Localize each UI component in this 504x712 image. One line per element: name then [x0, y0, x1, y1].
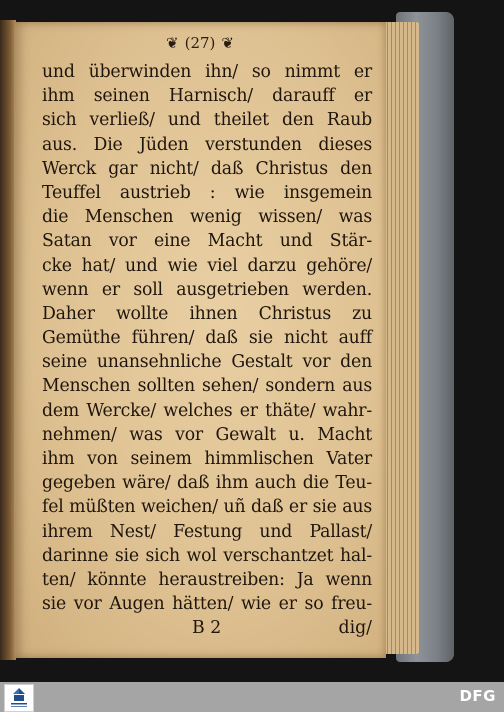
text-line: Gemüthe führen/ daß sie nicht auff — [42, 328, 372, 349]
text-line: sie vor Augen hätten/ wie er so freu- — [42, 594, 372, 615]
dfg-logo[interactable]: DFG — [459, 687, 496, 705]
text-line: nehmen/ was vor Gewalt u. Macht — [42, 424, 372, 445]
library-logo-icon[interactable] — [4, 684, 34, 712]
book-page — [14, 22, 386, 658]
text-line: cke hat/ und wie viel darzu gehöre/ — [42, 255, 372, 276]
text-line: gegeben wäre/ daß ihm auch die Teu- — [42, 473, 372, 494]
text-line: sich verließ/ und theilet den Raub — [42, 110, 372, 131]
header-ornament-left-icon: ❦ — [166, 34, 179, 52]
catchword: dig/ — [338, 618, 372, 638]
text-line: Satan vor eine Macht und Stär- — [42, 231, 372, 252]
text-line: Werck gar nicht/ daß Christus den — [42, 158, 372, 179]
text-line: darinne sie sich wol verschantzet hal- — [42, 545, 372, 566]
text-line: ihm seinen Harnisch/ darauff er — [42, 86, 372, 107]
text-line: seine unansehnliche Gestalt vor den — [42, 352, 372, 373]
text-line: Menschen sollten sehen/ sondern aus — [42, 376, 372, 397]
page-header — [14, 34, 386, 52]
text-line: aus. Die Jüden verstunden dieses — [42, 134, 372, 155]
viewer-footer-bar — [0, 682, 504, 712]
text-line: wenn er soll ausgetrieben werden. — [42, 279, 372, 300]
header-ornament-right-icon: ❦ — [221, 34, 234, 52]
text-line: und überwinden ihn/ so nimmt er — [42, 62, 372, 82]
text-line: ten/ könnte heraustreiben: Ja wenn — [42, 569, 372, 590]
signature-mark: B 2 — [192, 618, 222, 638]
text-line: die Menschen wenig wissen/ was — [42, 207, 372, 228]
text-line: ihm von seinem himmlischen Vater — [42, 449, 372, 469]
page-text — [42, 60, 372, 616]
text-line: Daher wollte ihnen Christus zu — [42, 303, 372, 324]
text-line: fel müßten weichen/ uñ daß er sie aus — [42, 497, 372, 518]
page-number: (27) — [184, 34, 216, 52]
text-line: dem Wercke/ welches er thäte/ wahr- — [42, 400, 372, 421]
page-footer — [42, 618, 372, 642]
text-line: Teuffel austrieb : wie insgemein — [42, 182, 372, 203]
text-line: ihrem Nest/ Festung und Pallast/ — [42, 521, 372, 542]
